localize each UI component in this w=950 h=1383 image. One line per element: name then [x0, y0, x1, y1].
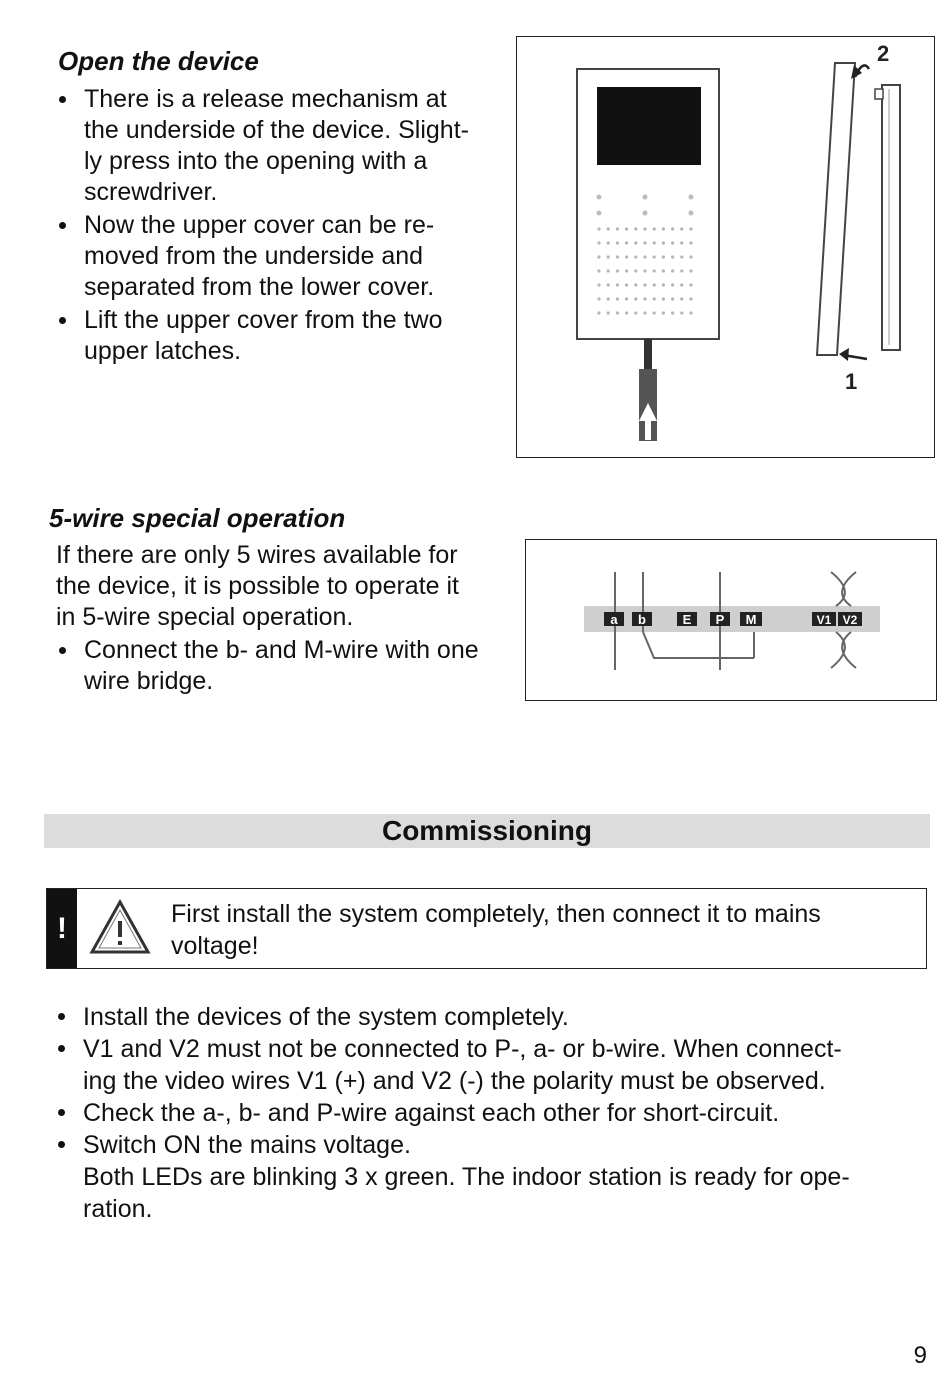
terminal-strip-svg — [526, 540, 936, 700]
terminal-b: b — [638, 612, 646, 627]
warning-mark: ! — [47, 889, 77, 968]
commissioning-list — [55, 1001, 935, 1225]
commissioning-title: Commissioning — [44, 814, 930, 848]
five-wire-list — [56, 635, 526, 697]
five-wire-intro: If there are only 5 wires available for the device, it is possible to operate it in 5-wire special operation. — [56, 541, 460, 631]
list-item: Now the upper cover can be re- moved from the underside and separated from the lower cover. — [56, 210, 516, 303]
terminal-v2: V2 — [842, 613, 858, 627]
list-item: Connect the b- and M-wire with one wire bridge. — [56, 635, 526, 697]
warning-text: First install the system completely, then connect it to mains voltage! — [171, 900, 821, 960]
terminal-diagram — [525, 539, 937, 701]
lower-cover-side — [882, 85, 900, 350]
list-item: V1 and V2 must not be connected to P-, a- or b-wire. When connect- ing the video wires V1 (+) and V2 (-) the polarity must be observed. — [55, 1033, 935, 1097]
open-device-list — [56, 84, 516, 367]
list-item: Lift the upper cover from the two upper latches. — [56, 305, 516, 367]
five-wire-heading: 5-wire special operation — [49, 503, 346, 533]
screwdriver-tip — [644, 339, 652, 369]
label-2: 2 — [877, 41, 890, 66]
device-screen — [597, 87, 701, 165]
open-device-heading: Open the device — [58, 46, 259, 76]
warning-box — [46, 888, 927, 969]
list-item: Check the a-, b- and P-wire against each other for short-circuit. — [55, 1097, 935, 1129]
list-item: There is a release mechanism at the underside of the device. Slight- ly press into the opening with a screwdriver. — [56, 84, 516, 208]
terminal-a: a — [610, 612, 618, 627]
wire-bridge — [643, 632, 754, 658]
upper-cover-side — [817, 63, 855, 355]
terminal-p: P — [715, 612, 725, 627]
terminal-e: E — [682, 612, 692, 627]
device-illustration — [517, 37, 934, 457]
list-item: Switch ON the mains voltage. Both LEDs are blinking 3 x green. The indoor station is ready for ope- ration. — [55, 1129, 935, 1225]
page-number: 9 — [913, 1342, 927, 1369]
list-item: Install the devices of the system completely. — [55, 1001, 935, 1033]
device-opening-figure — [516, 36, 935, 458]
terminal-m: M — [745, 612, 757, 627]
terminal-v1: V1 — [816, 613, 832, 627]
label-1: 1 — [845, 369, 858, 394]
warning-triangle-icon — [89, 899, 151, 955]
